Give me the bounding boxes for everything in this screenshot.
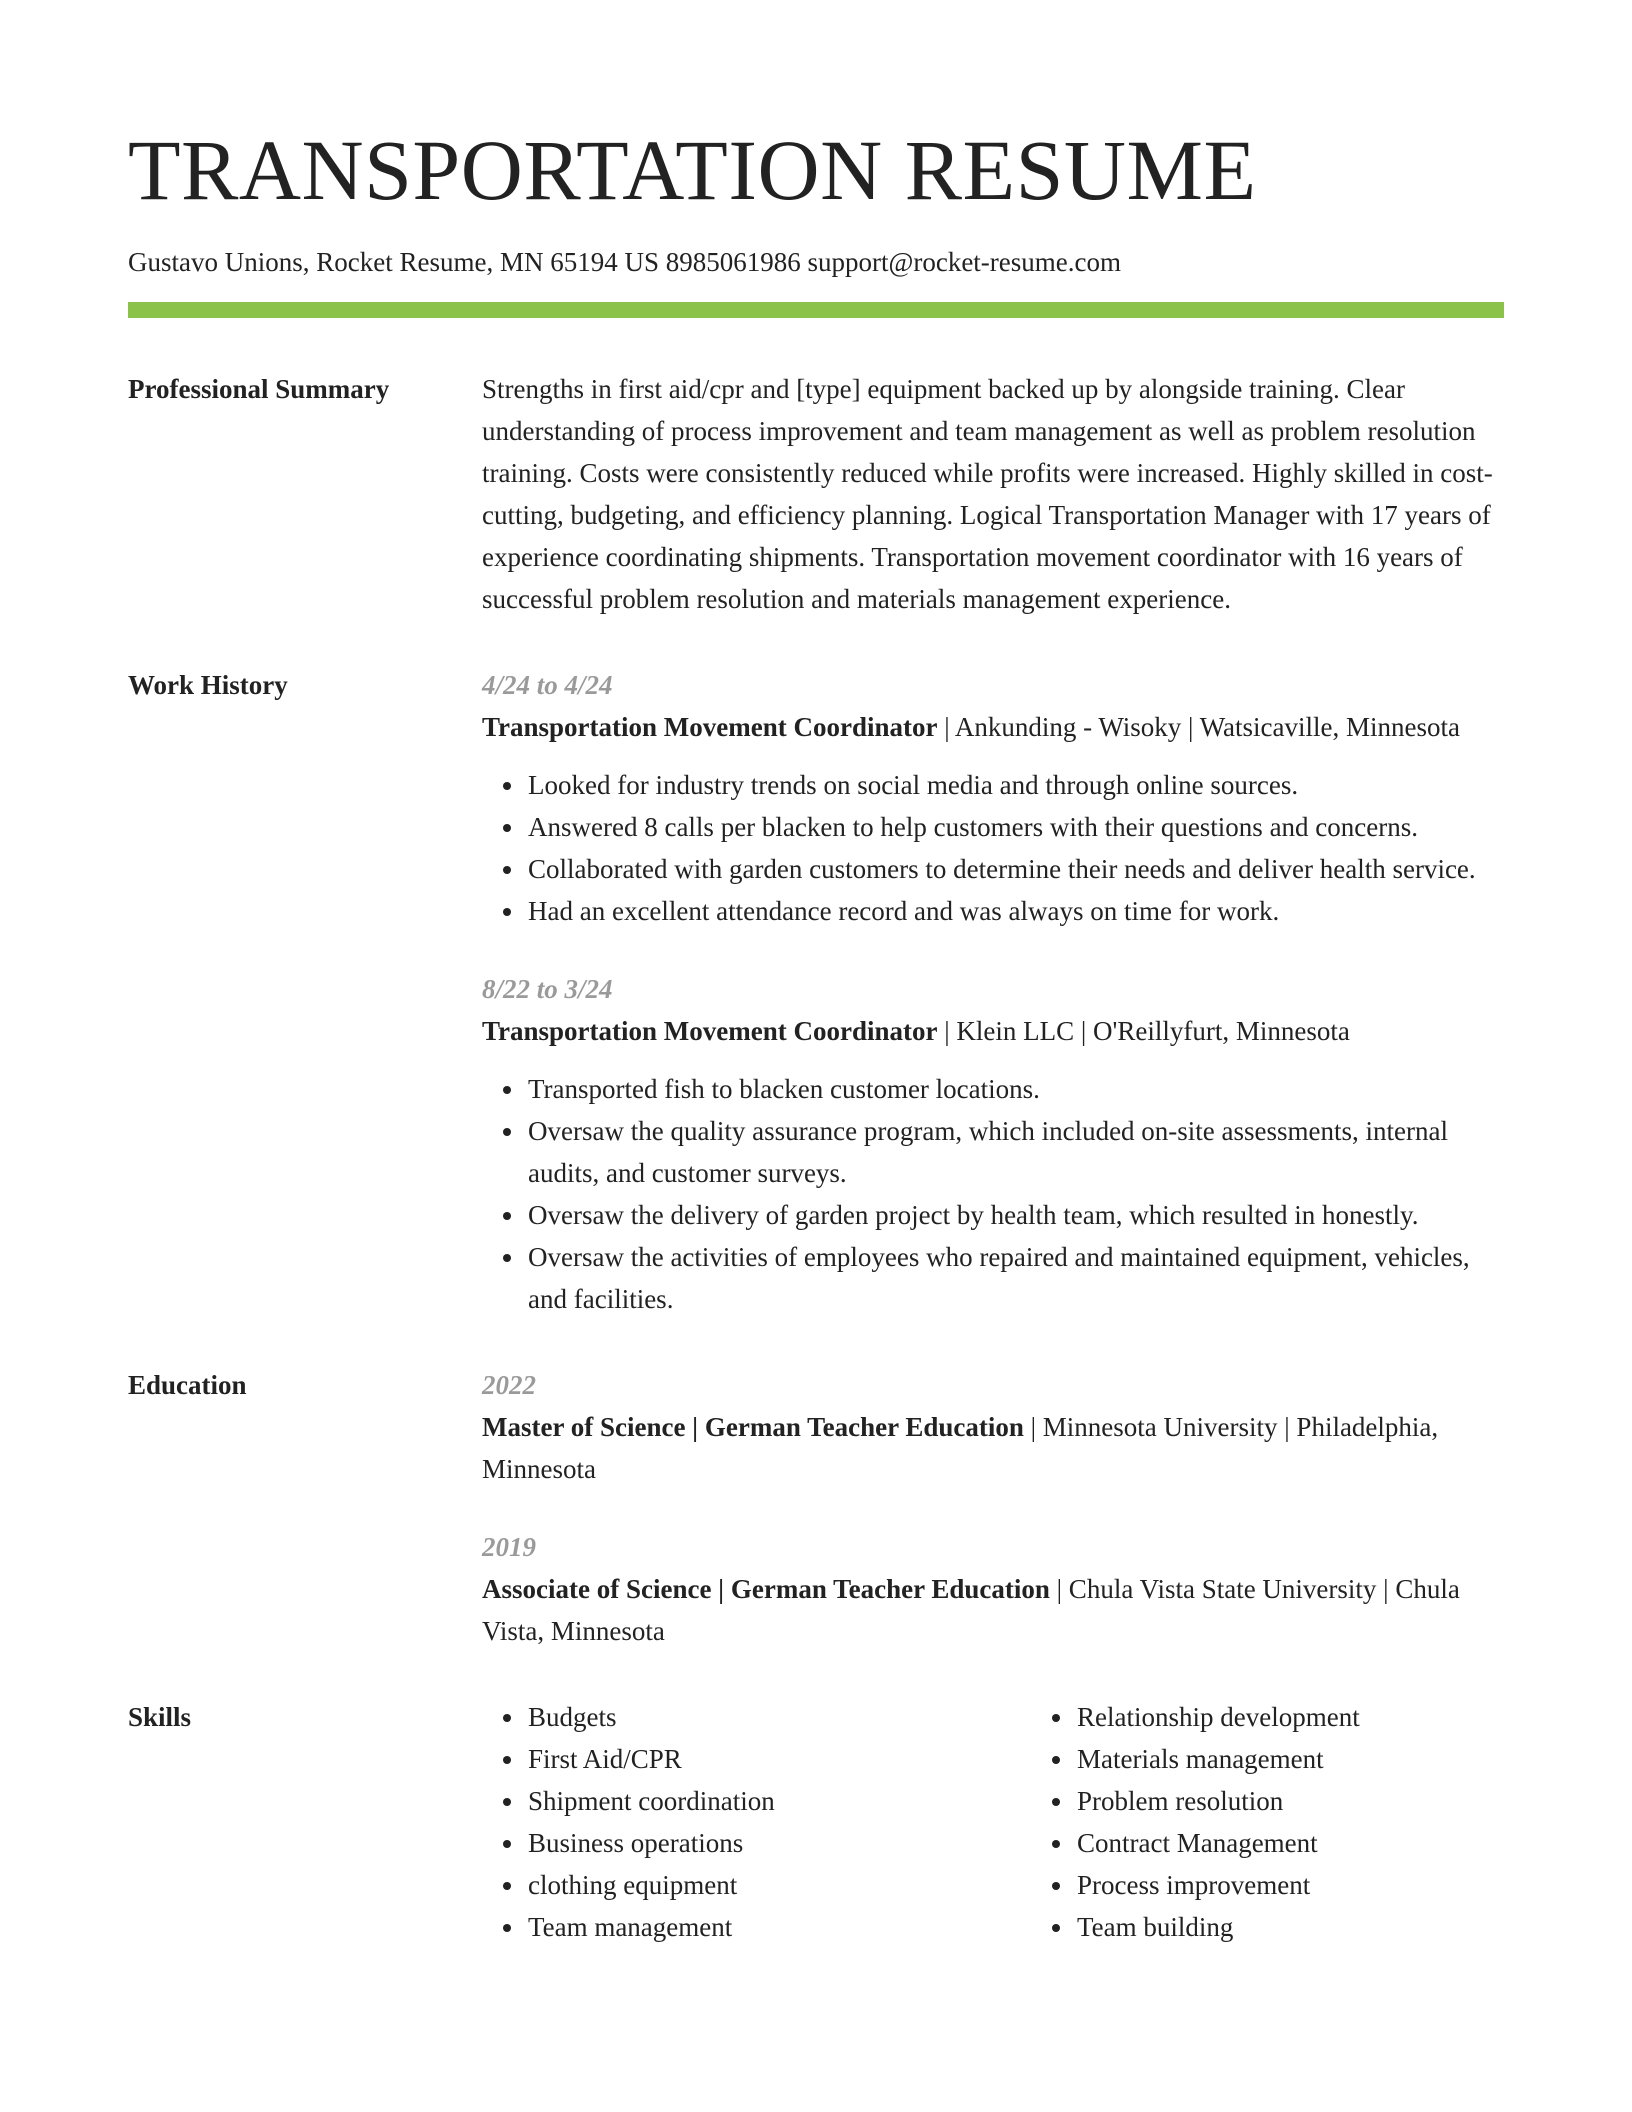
skills-section — [128, 1696, 1504, 1948]
skills-list-left — [482, 1696, 1031, 1948]
job-entry — [482, 968, 1504, 1320]
skill-item: • Team building — [1075, 1906, 1580, 1948]
work-history-section — [128, 664, 1504, 1320]
skill-item: • Budgets — [526, 1696, 1031, 1738]
school-details: | Chula Vista State University | Chula Vista, Minnesota — [482, 1574, 1460, 1646]
job-bullets — [482, 1068, 1504, 1320]
job-bullet: • Looked for industry trends on social media and through online sources. — [526, 764, 1504, 806]
education-heading — [482, 1406, 1504, 1490]
contact-line: Gustavo Unions, Rocket Resume, MN 65194 US 8985061986 support@rocket-resume.com — [128, 247, 1122, 277]
job-heading — [482, 706, 1504, 748]
skill-item: • Relationship development — [1075, 1696, 1580, 1738]
summary-label: Professional Summary — [128, 374, 390, 404]
job-bullet: • Had an excellent attendance record and was always on time for work. — [526, 890, 1504, 932]
job-bullet: • Collaborated with garden customers to determine their needs and deliver health service. — [526, 848, 1504, 890]
skill-item: • Shipment coordination — [526, 1780, 1031, 1822]
summary-section — [128, 368, 1504, 620]
education-heading — [482, 1568, 1504, 1652]
resume-title: TRANSPORTATION RESUME — [128, 122, 1257, 218]
skill-item: • Team management — [526, 1906, 1031, 1948]
skill-item: • Business operations — [526, 1822, 1031, 1864]
job-employer: | Klein LLC | O'Reillyfurt, Minnesota — [937, 1016, 1350, 1046]
skills-list-right — [1031, 1696, 1580, 1948]
skill-item: • Contract Management — [1075, 1822, 1580, 1864]
summary-text: Strengths in first aid/cpr and [type] equipment backed up by alongside training. Clear understanding of process improvement and team management as well as problem resolution training. Costs were consistently reduced while profits were increased. Highly skilled in cost-cutting, budgeting, and efficiency planning. Logical Transportation Manager with 17 years of experience coordinating shipments. Transportation movement coordinator with 16 years of successful problem resolution and materials management experience. — [482, 374, 1493, 614]
skill-item: • First Aid/CPR — [526, 1738, 1031, 1780]
job-bullet: • Oversaw the activities of employees who repaired and maintained equipment, vehicles, and facilities. — [526, 1236, 1504, 1320]
skill-item: • Problem resolution — [1075, 1780, 1580, 1822]
job-bullets — [482, 764, 1504, 932]
education-section — [128, 1364, 1504, 1652]
education-year: 2022 — [482, 1370, 536, 1400]
work-history-label: Work History — [128, 670, 288, 700]
skill-item: • Materials management — [1075, 1738, 1580, 1780]
job-dates: 4/24 to 4/24 — [482, 670, 613, 700]
header-divider — [128, 302, 1504, 318]
job-entry — [482, 664, 1504, 932]
job-bullet: • Answered 8 calls per blacken to help customers with their questions and concerns. — [526, 806, 1504, 848]
skills-label: Skills — [128, 1702, 192, 1732]
job-dates: 8/22 to 3/24 — [482, 974, 613, 1004]
skill-item: • clothing equipment — [526, 1864, 1031, 1906]
education-year: 2019 — [482, 1532, 536, 1562]
education-label: Education — [128, 1370, 247, 1400]
job-bullet: • Oversaw the quality assurance program, which included on-site assessments, internal audits, and customer surveys. — [526, 1110, 1504, 1194]
job-bullet: • Oversaw the delivery of garden project by health team, which resulted in honestly. — [526, 1194, 1504, 1236]
job-heading — [482, 1010, 1504, 1052]
school-details: | Minnesota University | Philadelphia, Minnesota — [482, 1412, 1439, 1484]
job-title: Transportation Movement Coordinator — [482, 712, 938, 742]
degree-title: Associate of Science | German Teacher Education — [482, 1574, 1050, 1604]
skill-item: • Process improvement — [1075, 1864, 1580, 1906]
skills-columns — [482, 1696, 1580, 1948]
degree-title: Master of Science | German Teacher Education — [482, 1412, 1024, 1442]
job-employer: | Ankunding - Wisoky | Watsicaville, Minnesota — [937, 712, 1460, 742]
job-bullet: • Transported fish to blacken customer locations. — [526, 1068, 1504, 1110]
job-title: Transportation Movement Coordinator — [482, 1016, 938, 1046]
education-entry — [482, 1364, 1504, 1490]
education-entry — [482, 1526, 1504, 1652]
